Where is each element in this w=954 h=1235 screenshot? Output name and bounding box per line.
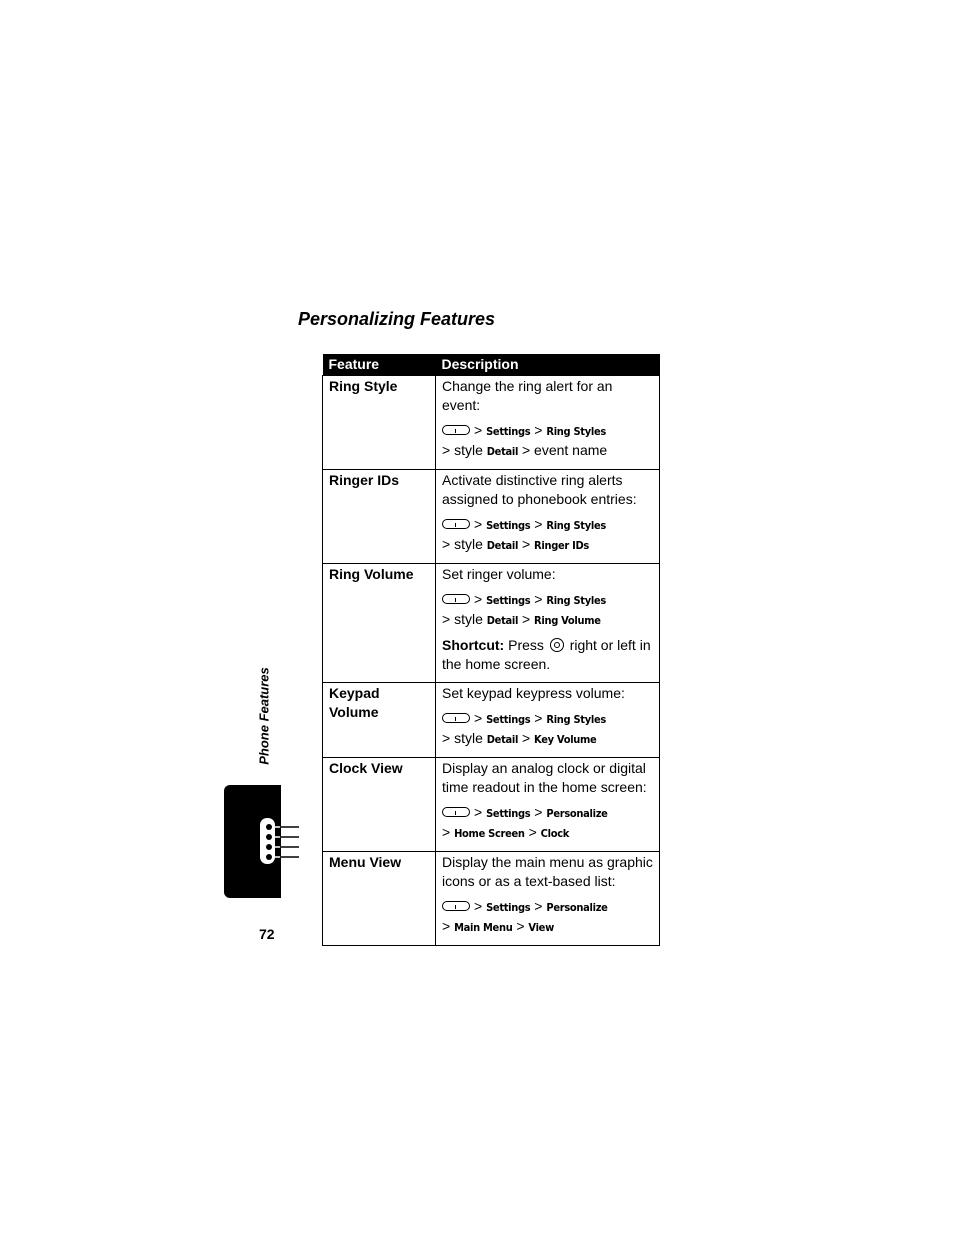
- menu-path-line-2: [442, 610, 653, 630]
- path-separator: >: [534, 804, 543, 820]
- menu-path-line-1: [442, 590, 653, 610]
- path-separator: >: [534, 516, 543, 532]
- description-text: Change the ring alert for an event:: [442, 378, 613, 413]
- feature-name: Ring Style: [323, 376, 436, 470]
- path-separator: >: [474, 898, 483, 914]
- path-separator: >: [474, 710, 483, 726]
- menu-item: Settings: [486, 425, 531, 438]
- menu-item: Main Menu: [454, 921, 513, 934]
- menu-key-icon: [442, 807, 470, 817]
- table-row: [323, 564, 660, 683]
- feature-description: [436, 470, 660, 564]
- table-row: [323, 683, 660, 758]
- path-lead: > style: [442, 536, 483, 552]
- menu-path-line-1: [442, 897, 653, 917]
- feature-name: Clock View: [323, 758, 436, 852]
- path-separator: >: [474, 422, 483, 438]
- menu-path-line-2: [442, 441, 653, 461]
- feature-name: Ring Volume: [323, 564, 436, 683]
- section-title: Personalizing Features: [298, 309, 496, 329]
- sidebar-section-label: Phone Features: [256, 667, 272, 765]
- page-number: 72: [259, 926, 275, 942]
- menu-item: Detail: [486, 445, 519, 458]
- path-separator: >: [474, 591, 483, 607]
- menu-key-icon: [442, 425, 470, 435]
- menu-item: Detail: [486, 733, 519, 746]
- path-target-text: event name: [534, 442, 608, 458]
- path-separator: >: [521, 611, 531, 627]
- menu-item: Personalize: [546, 807, 608, 820]
- table-row: [323, 758, 660, 852]
- table-row: [323, 376, 660, 470]
- menu-item: Settings: [486, 713, 531, 726]
- menu-path-line-1: [442, 515, 653, 535]
- menu-item: Ring Styles: [546, 519, 606, 532]
- menu-key-icon: [442, 901, 470, 911]
- shortcut-pre-text: Press: [508, 637, 544, 653]
- menu-key-icon: [442, 713, 470, 723]
- shortcut-label: Shortcut:: [442, 637, 505, 653]
- menu-item: Settings: [486, 519, 531, 532]
- menu-path-line-1: [442, 709, 653, 729]
- description-text: Set ringer volume:: [442, 566, 556, 582]
- menu-path-line-1: [442, 421, 653, 441]
- menu-path-line-2: [442, 917, 653, 937]
- menu-item: Personalize: [546, 901, 608, 914]
- path-lead: >: [442, 918, 451, 934]
- menu-item: Ring Styles: [546, 713, 606, 726]
- feature-name: Ringer IDs: [323, 470, 436, 564]
- menu-path-line-1: [442, 803, 653, 823]
- path-separator: >: [521, 536, 531, 552]
- menu-item: Detail: [486, 539, 519, 552]
- menu-item: View: [528, 921, 554, 934]
- menu-item: Ringer IDs: [534, 539, 590, 552]
- feature-name: Keypad Volume: [323, 683, 436, 758]
- feature-description: [436, 758, 660, 852]
- feature-description: [436, 376, 660, 470]
- description-text: Activate distinctive ring alerts assigned to phonebook entries:: [442, 472, 637, 507]
- description-text: Set keypad keypress volume:: [442, 685, 625, 701]
- menu-key-icon: [442, 519, 470, 529]
- path-separator: >: [521, 730, 531, 746]
- description-text: Display an analog clock or digital time readout in the home screen:: [442, 760, 647, 795]
- feature-description: [436, 852, 660, 946]
- header-feature: Feature: [323, 354, 436, 376]
- path-lead: >: [442, 824, 451, 840]
- menu-item: Ring Styles: [546, 594, 606, 607]
- phone-features-tab-icon: [258, 818, 302, 866]
- table-header-row: [323, 354, 660, 376]
- path-separator: >: [474, 804, 483, 820]
- path-lead: > style: [442, 611, 483, 627]
- path-separator: >: [534, 710, 543, 726]
- menu-item: Settings: [486, 901, 531, 914]
- path-separator: >: [521, 442, 531, 458]
- path-separator: >: [534, 898, 543, 914]
- header-description: Description: [436, 354, 660, 376]
- path-separator: >: [534, 591, 543, 607]
- shortcut-note: [442, 636, 653, 674]
- path-separator: >: [474, 516, 483, 532]
- path-lead: > style: [442, 730, 483, 746]
- navigation-key-icon: [550, 638, 564, 652]
- table-row: [323, 852, 660, 946]
- feature-name: Menu View: [323, 852, 436, 946]
- menu-item: Home Screen: [454, 827, 525, 840]
- feature-description: [436, 683, 660, 758]
- menu-item: Clock: [540, 827, 570, 840]
- menu-item: Settings: [486, 807, 531, 820]
- path-lead: > style: [442, 442, 483, 458]
- menu-item: Detail: [486, 614, 519, 627]
- menu-key-icon: [442, 594, 470, 604]
- path-separator: >: [534, 422, 543, 438]
- menu-item: Settings: [486, 594, 531, 607]
- menu-path-line-2: [442, 729, 653, 749]
- menu-path-line-2: [442, 535, 653, 555]
- menu-item: Key Volume: [534, 733, 597, 746]
- path-separator: >: [528, 824, 537, 840]
- feature-description: [436, 564, 660, 683]
- menu-path-line-2: [442, 823, 653, 843]
- menu-item: Ring Volume: [534, 614, 601, 627]
- features-table: [322, 354, 660, 946]
- menu-item: Ring Styles: [546, 425, 606, 438]
- table-row: [323, 470, 660, 564]
- shortcut-post-text: right or left in the home screen.: [442, 637, 651, 672]
- path-separator: >: [516, 918, 525, 934]
- description-text: Display the main menu as graphic icons or as a text-based list:: [442, 854, 653, 889]
